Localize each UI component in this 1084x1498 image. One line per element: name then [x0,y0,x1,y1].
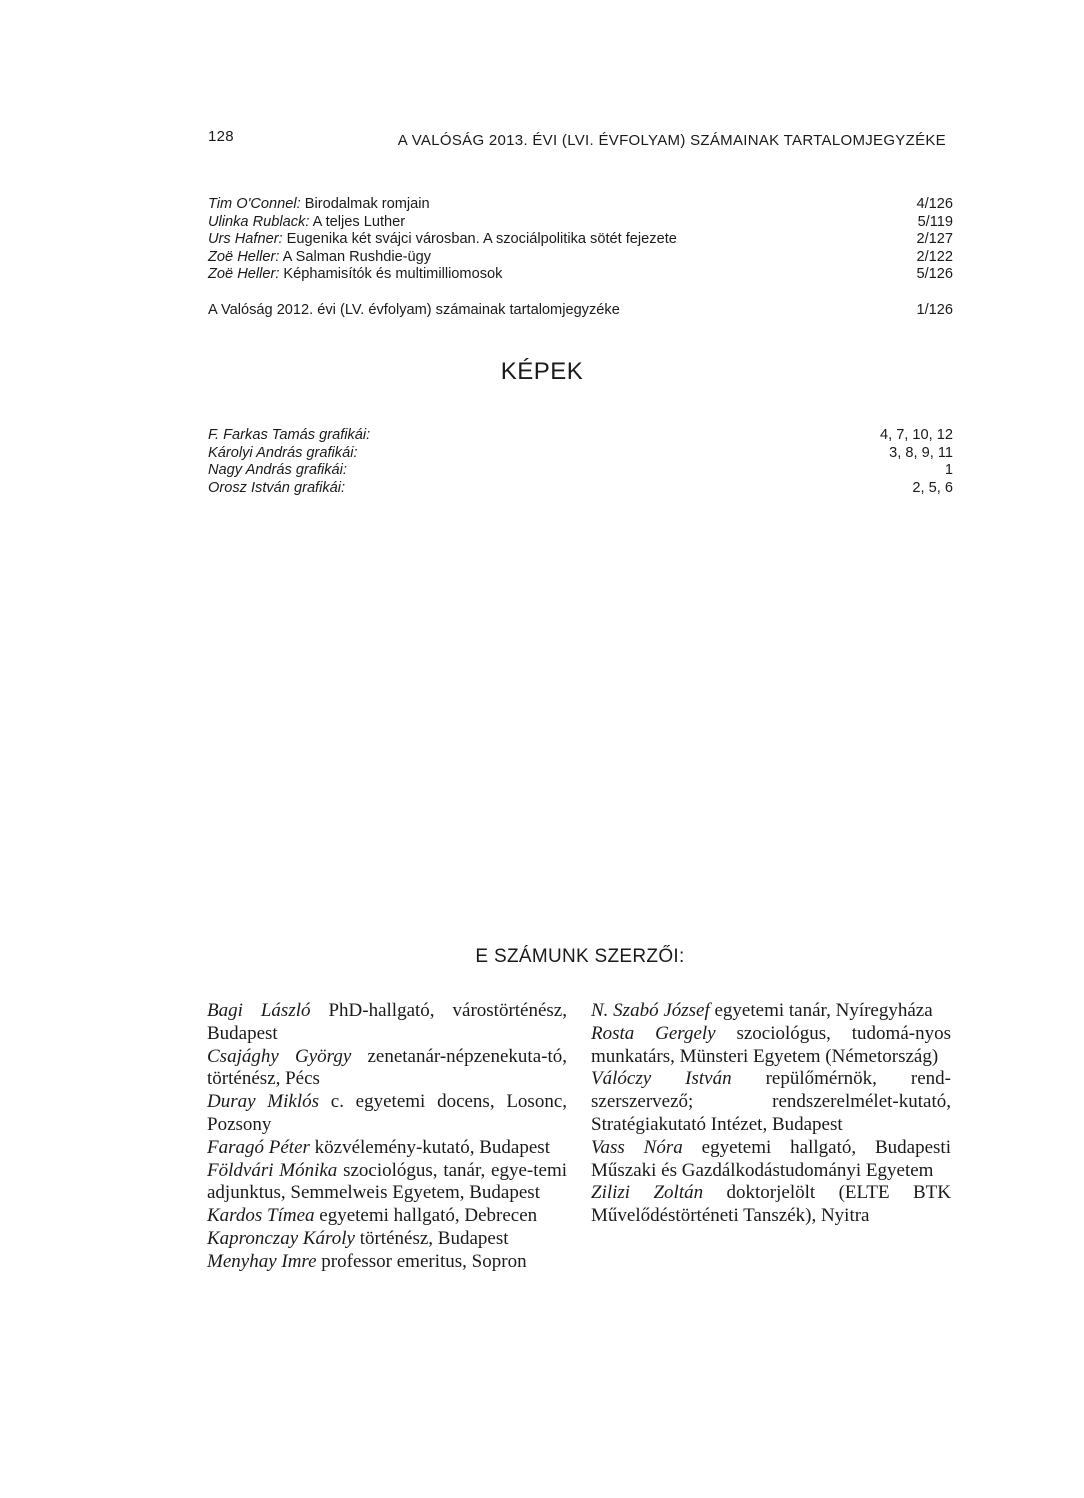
author-description: c. egyetemi docens, Losonc, Pozsony [207,1091,568,1135]
picture-artist: Nagy András grafikái: [208,462,347,479]
author-entry [591,1068,951,1136]
running-header [208,130,946,150]
author-name: N. Szabó József [591,1000,710,1021]
picture-entry [208,445,953,463]
toc-title: A Salman Rushdie-ügy [279,248,432,265]
author-description: közvélemény-kutató, Budapest [309,1136,550,1158]
toc-list [208,196,953,284]
toc-ref: 2/122 [916,248,953,265]
author-entry [207,1137,567,1160]
author-name: Csajághy György [207,1045,352,1067]
toc-title: Képhamisítók és multimilliomosok [279,266,503,283]
toc-title: A Valóság 2012. évi (LV. évfolyam) számainak tartalomjegyzéke [208,302,620,318]
author-name: Földvári Mónika [207,1159,338,1181]
author-entry [207,1091,567,1137]
author-name: Menyhay Imre [207,1250,317,1272]
author-entry [591,1000,951,1023]
author-entry [207,1228,567,1251]
author-name: Kapronczay Károly [207,1227,355,1249]
picture-artist: F. Farkas Tamás grafikái: [208,427,371,443]
toc-ref: 5/126 [916,266,953,283]
author-name: Válóczy István [591,1068,732,1090]
author-description: egyetemi tanár, Nyíregyháza [709,1000,933,1021]
toc-entry [208,266,953,284]
toc-ref: 1/126 [916,302,953,318]
author-entry [591,1182,951,1228]
author-entry [591,1137,951,1183]
page-number: 128 [208,128,234,145]
header-title: A VALÓSÁG 2013. ÉVI (LVI. ÉVFOLYAM) SZÁMAINAK TARTALOMJEGYZÉKE [397,132,946,149]
pictures-heading: KÉPEK [500,358,584,385]
author-name: Kardos Tímea [207,1205,315,1227]
toc-entry [208,196,953,214]
toc-author: Urs Hafner: [208,231,283,248]
author-description: egyetemi hallgató, Debrecen [314,1205,538,1227]
toc-title: Eugenika két svájci városban. A szociálpolitika sötét fejezete [282,231,677,248]
author-entry [591,1023,951,1069]
picture-pages: 2, 5, 6 [912,479,953,496]
author-description: professor emeritus, Sopron [316,1250,527,1272]
toc-author: Ulinka Rublack: [208,213,310,230]
toc-title: A teljes Luther [309,213,406,230]
author-description: doktorjelölt (ELTE BTK Művelődéstörténeti Tanszék), Nyitra [591,1182,951,1227]
author-entry [207,1205,567,1228]
picture-entry [208,462,953,480]
author-description: történész, Budapest [354,1227,509,1249]
picture-entry [208,480,953,498]
toc-ref: 5/119 [917,213,953,230]
toc-entry [208,231,953,249]
toc-ref: 4/126 [916,196,953,212]
toc-ref: 2/127 [916,231,953,248]
authors-column-left [207,1000,567,1274]
author-name: Zilizi Zoltán [591,1182,704,1204]
author-name: Vass Nóra [591,1136,683,1158]
author-name: Bagi László [207,1000,311,1021]
toc-author: Tim O'Connel: [208,196,301,212]
author-entry [207,1046,567,1092]
author-entry [207,1000,567,1046]
author-name: Duray Miklós [207,1091,320,1113]
author-description: egyetemi hallgató, Budapesti Műszaki és Gazdálkodástudományi Egyetem [591,1136,951,1181]
authors-column-right [591,1000,951,1228]
picture-artist: Károlyi András grafikái: [208,444,358,461]
author-name: Rosta Gergely [591,1022,716,1044]
author-name: Faragó Péter [207,1136,310,1158]
picture-artist: Orosz István grafikái: [208,479,346,496]
author-description: szociológus, tanár, egye-temi adjunktus, Semmelweis Egyetem, Budapest [207,1159,568,1204]
authors-heading: E SZÁMUNK SZERZŐI: [475,946,685,967]
author-description: repülőmérnök, rend-szerszervező; rendszerelmélet-kutató, Stratégiakutató Intézet, Budapest [591,1068,951,1135]
picture-entry [208,427,953,445]
pictures-list [208,427,953,497]
author-description: zenetanár-népzenekuta-tó, történész, Pécs [207,1045,567,1090]
author-description: szociológus, tudomá-nyos munkatárs, Münsteri Egyetem (Németország) [591,1022,951,1067]
author-entry [207,1160,567,1206]
author-description: PhD-hallgató, várostörténész, Budapest [207,1000,567,1044]
toc-entry [208,249,953,267]
toc-author: Zoë Heller: [208,248,280,265]
toc-entry [208,214,953,232]
toc-title: Birodalmak romjain [300,196,430,212]
toc-entry [208,302,953,320]
picture-pages: 4, 7, 10, 12 [879,427,953,443]
picture-pages: 3, 8, 9, 11 [889,444,953,461]
toc-previous-index [208,302,953,320]
toc-author: Zoë Heller: [208,266,280,283]
picture-pages: 1 [944,462,953,479]
author-entry [207,1251,567,1274]
